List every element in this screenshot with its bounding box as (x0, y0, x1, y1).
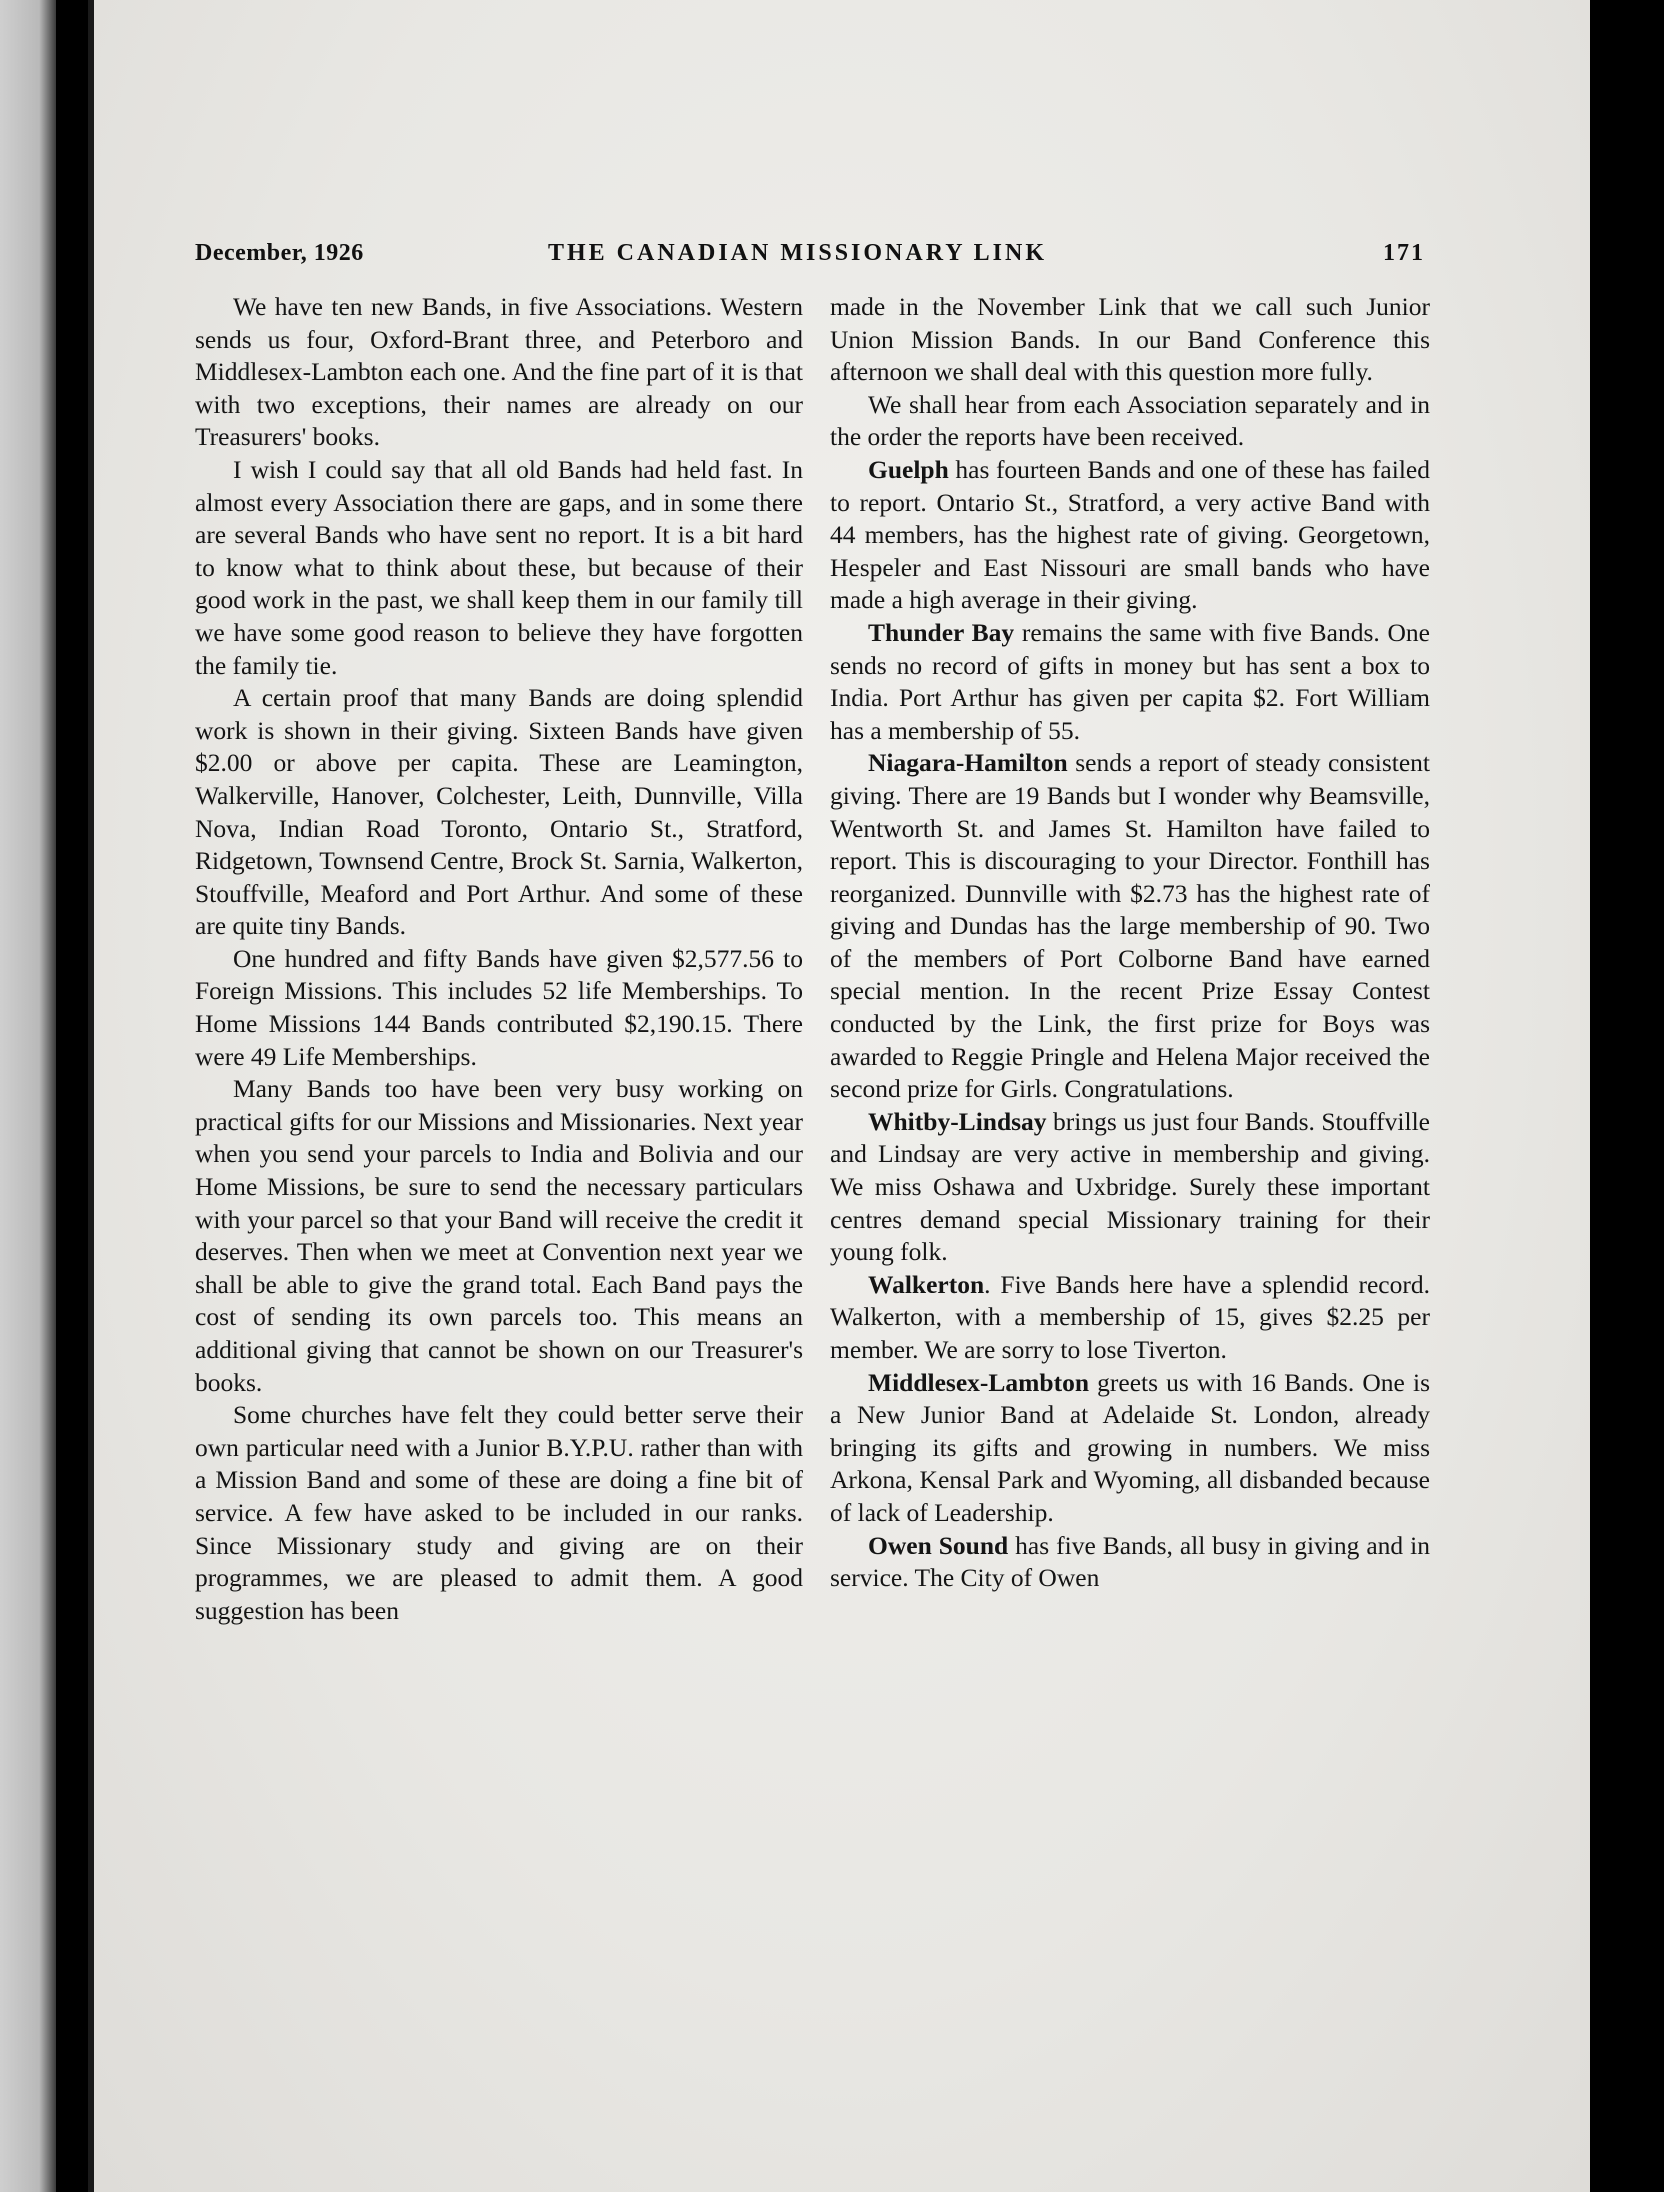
report-text: has five Bands, all busy in giving and in service. The City of Owen (830, 1530, 1430, 1593)
paragraph: I wish I could say that all old Bands had held fast. In almost every Association there are gaps, and in some there are several Bands who have sent no report. It is a bit hard to know what to think about these, but because of their good work in the past, we shall keep them in our family till we have some good reason to believe they have forgotten the family tie. (195, 454, 803, 680)
report-text: sends a report of steady consistent giving. There are 19 Bands but I wonder why Beamsville, Wentworth St. and James St. Hamilton have failed to report. This is discouraging to your Director. Fonthill has reorganized. Dunnville with $2.73 has the highest rate of giving and Dundas has the large membership of 90. Two of the members of Port Colborne Band have earned special mention. In the recent Prize Essay Contest conducted by the Link, the first prize for Boys was awarded to Reggie Pringle and Helena Major received the second prize for Girls. Congratulations. (830, 748, 1430, 1104)
report-text: . Five Bands here have a splendid record. Walkerton, with a membership of 15, gives $2.25 per member. We are sorry to lose Tiverton. (830, 1269, 1430, 1364)
association-name: Thunder Bay (868, 617, 1015, 647)
association-report-thunder-bay (830, 617, 1430, 747)
paragraph: One hundred and fifty Bands have given $2,577.56 to Foreign Missions. This includes 52 life Memberships. To Home Missions 144 Bands contributed $2,190.15. There were 49 Life Memberships. (195, 943, 803, 1071)
right-column (830, 291, 1430, 1595)
paragraph: A certain proof that many Bands are doing splendid work is shown in their giving. Sixteen Bands have given $2.00 or above per capita. These are Leamington, Walkerville, Hanover, Colchester, Leith, Dunnville, Villa Nova, Indian Road Toronto, Ontario St., Stratford, Ridgetown, Townsend Centre, Brock St. Sarnia, Walkerton, Stouffville, Meaford and Port Arthur. And some of these are quite tiny Bands. (195, 683, 803, 941)
association-report-guelph (830, 454, 1430, 617)
association-report-walkerton (830, 1269, 1430, 1367)
association-report-whitby-lindsay (830, 1106, 1430, 1269)
report-text: brings us just four Bands. Stouffville and Lindsay are very active in membership and giving. We miss Oshawa and Uxbridge. Surely these important centres demand special Missionary training for their young folk. (830, 1106, 1430, 1267)
issue-date: December, 1926 (195, 240, 364, 266)
page-number: 171 (1383, 240, 1425, 266)
paragraph: We shall hear from each Association separately and in the order the reports have been received. (830, 389, 1430, 452)
paragraph: Many Bands too have been very busy working on practical gifts for our Missions and Missionaries. Next year when you send your parcels to India and Bolivia and our Home Missions, be sure to send the necessary particulars with your parcel so that your Band will receive the credit it deserves. Then when we meet at Convention next year we shall be able to give the grand total. Each Band pays the cost of sending its own parcels too. This means an additional giving that cannot be shown on our Treasurer's books. (195, 1074, 803, 1397)
paragraph: We have ten new Bands, in five Associations. Western sends us four, Oxford-Brant three, and Peterboro and Middlesex-Lambton each one. And the fine part of it is that with two exceptions, their names are already on our Treasurers' books. (195, 292, 803, 452)
left-column (195, 291, 803, 1627)
paragraph: Some churches have felt they could better serve their own particular need with a Junior B.Y.P.U. rather than with a Mission Band and some of these are doing a fine bit of service. A few have asked to be included in our ranks. Since Missionary study and giving are on their programmes, we are pleased to admit them. A good suggestion has been (195, 1400, 803, 1625)
association-name: Owen Sound (868, 1530, 1009, 1560)
association-report-niagara-hamilton (830, 747, 1430, 1106)
association-name: Guelph (868, 454, 949, 484)
report-text: remains the same with five Bands. One sends no record of gifts in money but has sent a box to India. Port Arthur has given per capita $2. Fort William has a membership of 55. (830, 617, 1431, 745)
paragraph: made in the November Link that we call such Junior Union Mission Bands. In our Band Conference this afternoon we shall deal with this question more fully. (830, 292, 1430, 387)
association-name: Whitby-Lindsay (868, 1106, 1047, 1136)
association-name: Middlesex-Lambton (868, 1367, 1090, 1397)
previous-page-edge (0, 0, 56, 2192)
report-text: greets us with 16 Bands. One is a New Junior Band at Adelaide St. London, already bringing its gifts and growing in numbers. We miss Arkona, Kensal Park and Wyoming, all disbanded because of lack of Leadership. (830, 1367, 1430, 1527)
association-name: Walkerton (868, 1269, 985, 1299)
association-report-middlesex-lambton (830, 1367, 1430, 1530)
page-header (195, 240, 1425, 280)
association-name: Niagara-Hamilton (868, 748, 1068, 778)
association-report-owen-sound (830, 1530, 1430, 1595)
publication-title: THE CANADIAN MISSIONARY LINK (548, 240, 1047, 266)
report-text: has fourteen Bands and one of these has failed to report. Ontario St., Stratford, a very active Band with 44 members, has the highest rate of giving. Georgetown, Hespeler and East Nissouri are small bands who have made a high average in their giving. (830, 454, 1430, 615)
